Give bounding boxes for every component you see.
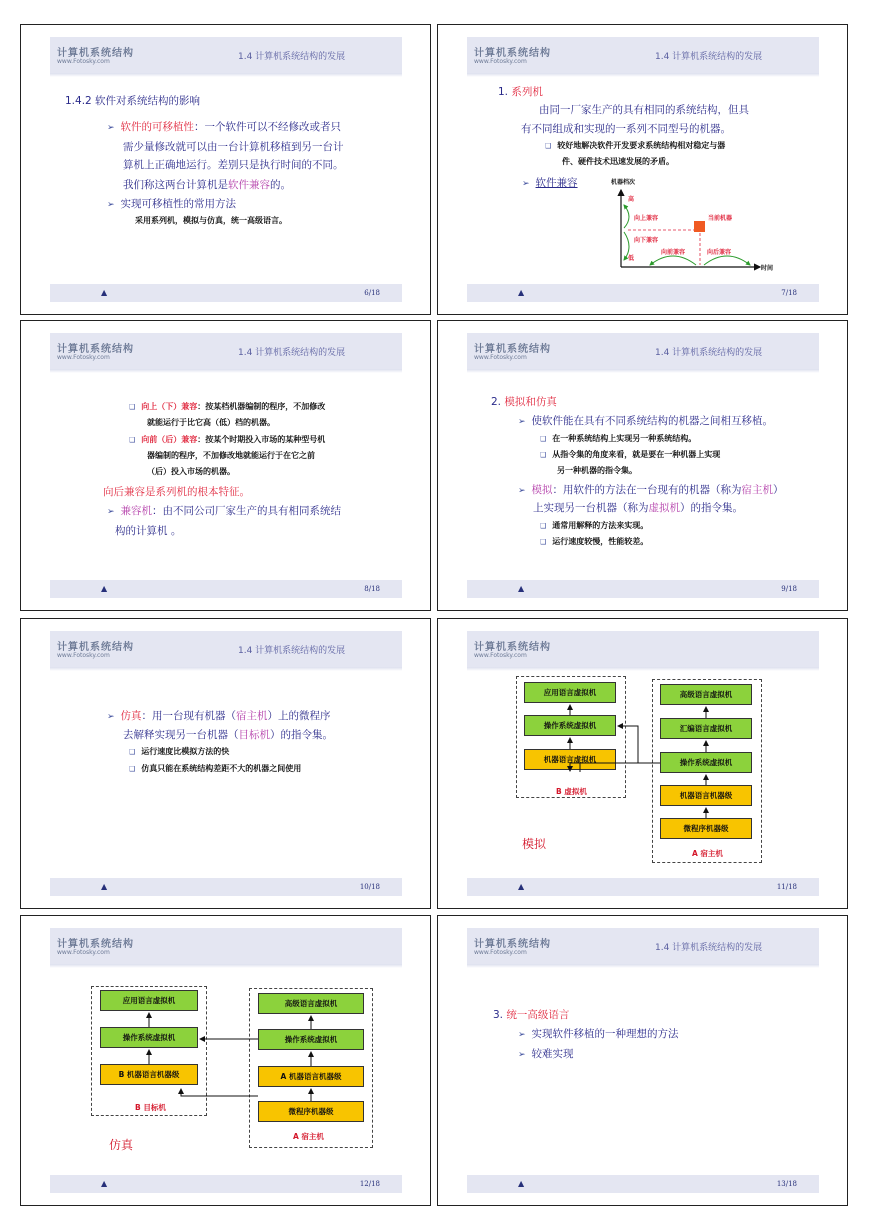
layer-box: 操作系统虚拟机 (524, 715, 616, 736)
layer-box: B 机器语言机器级 (100, 1064, 198, 1085)
item-title: 2. 模拟和仿真 (491, 396, 557, 408)
logo: 计算机系统结构 (474, 939, 551, 950)
chart-up-label: 向上兼容 (634, 215, 659, 222)
logo-url: www.Fotosky.com (57, 949, 110, 956)
square-bullet-icon: ❑ (540, 522, 547, 530)
text-line: 上实现另一台机器（称为虚拟机）的指令集。 (533, 502, 743, 514)
text-line: 由同一厂家生产的具有相同的系统结构，但具 (539, 104, 749, 116)
layer-box: 应用语言虚拟机 (524, 682, 616, 703)
square-bullet-icon: ❑ (545, 142, 552, 150)
group-caption: B 虚拟机 (556, 787, 587, 796)
layer-box: 高级语言虚拟机 (258, 993, 364, 1014)
layer-box: 机器语言机器级 (660, 785, 752, 806)
section-title: 1.4 计算机系统结构的发展 (655, 348, 763, 358)
arrow-bullet-icon: ➢ (518, 417, 526, 427)
section-title: 1.4 计算机系统结构的发展 (655, 943, 763, 953)
sub-bullet: ❑ 从指令集的角度来看，就是要在一种机器上实现 (540, 450, 721, 459)
bullet-portability: ➢ 软件的可移植性：一个软件可以不经修改或者只 (107, 121, 342, 133)
bullet-ideal-method: ➢ 实现软件移植的一种理想的方法 (518, 1028, 679, 1040)
text-line: 需少量修改就可以由一台计算机移植到另一台计 (123, 141, 344, 153)
layer-connectors (21, 916, 431, 1206)
layer-connectors (438, 619, 848, 909)
slide-7 (437, 24, 848, 315)
sub-bullet: ❑ 在一种系统结构上实现另一种系统结构。 (540, 434, 697, 443)
logo-url: www.Fotosky.com (474, 58, 527, 65)
nav-up-icon[interactable]: ▲ (518, 882, 525, 891)
arrow-bullet-icon: ➢ (107, 200, 115, 210)
chart-back-label: 向后兼容 (707, 249, 732, 256)
item-title: 1. 系列机 (498, 86, 543, 98)
sub-bullet: ❑ 通常用解释的方法来实现。 (540, 521, 649, 530)
slide-footer (50, 878, 402, 896)
slide-10 (20, 618, 431, 909)
section-title: 1.4 计算机系统结构的发展 (238, 52, 346, 62)
text-line: 算机上正确地运行。差别只是执行时间的不同。 (123, 159, 344, 171)
logo-url: www.Fotosky.com (57, 354, 110, 361)
logo-url: www.Fotosky.com (57, 58, 110, 65)
slide-footer (467, 878, 819, 896)
layer-box: 高级语言虚拟机 (660, 684, 752, 705)
page-number: 11/18 (776, 883, 797, 891)
slide-footer (467, 284, 819, 302)
sub-bullet: ❑ 较好地解决软件开发要求系统结构相对稳定与器 (545, 141, 726, 150)
logo: 计算机系统结构 (57, 939, 134, 950)
arrow-bullet-icon: ➢ (522, 179, 530, 189)
layer-box: 机器语言虚拟机 (524, 749, 616, 770)
layer-box: 微程序机器级 (258, 1101, 364, 1122)
logo-url: www.Fotosky.com (474, 354, 527, 361)
page-number: 7/18 (781, 289, 797, 297)
group-caption: A 宿主机 (692, 849, 723, 858)
chart-current-label: 当前机器 (708, 215, 733, 222)
slide-11 (437, 618, 848, 909)
nav-up-icon[interactable]: ▲ (518, 1179, 525, 1188)
up-compat-arc (624, 205, 629, 228)
bullet-emulation: ➢ 模拟：用软件的方法在一台现有的机器（称为宿主机） (518, 484, 784, 496)
slide-12 (20, 915, 431, 1206)
slide-13 (437, 915, 848, 1206)
square-bullet-icon: ❑ (540, 538, 547, 546)
sub-text: 采用系列机，模拟与仿真，统一高级语言。 (135, 216, 287, 225)
bullet-compatible-machine: ➢ 兼容机：由不同公司厂家生产的具有相同系统结 (107, 505, 342, 517)
bullet-methods: ➢ 实现可移植性的常用方法 (107, 198, 237, 210)
logo-url: www.Fotosky.com (474, 652, 527, 659)
sub-text: 器编制的程序，不加修改地就能运行于在它之前 (147, 451, 315, 460)
red-statement: 向后兼容是系列机的根本特征。 (103, 486, 250, 498)
forward-compat-arc (650, 256, 696, 265)
slide-header (50, 333, 402, 369)
arrow-bullet-icon: ➢ (107, 507, 115, 517)
nav-up-icon[interactable]: ▲ (101, 1179, 108, 1188)
layer-box: A 机器语言机器级 (258, 1066, 364, 1087)
compat-chart (438, 25, 848, 315)
text-line: 去解释实现另一台机器（目标机）的指令集。 (123, 729, 333, 741)
sub-bullet: ❑ 仿真只能在系统结构差距不大的机器之间使用 (129, 764, 302, 773)
page-number: 8/18 (364, 585, 380, 593)
logo: 计算机系统结构 (57, 48, 134, 59)
sub-bullet: ❑ 向上（下）兼容：按某档机器编制的程序，不加修改 (129, 402, 326, 411)
bullet-simulation: ➢ 仿真：用一台现有机器（宿主机）上的微程序 (107, 710, 331, 722)
nav-up-icon[interactable]: ▲ (518, 288, 525, 297)
chart-ylabel: 机器档次 (611, 179, 636, 186)
logo-url: www.Fotosky.com (474, 949, 527, 956)
section-title: 1.4 计算机系统结构的发展 (238, 646, 346, 656)
slide-header (50, 631, 402, 667)
arrow-bullet-icon: ➢ (518, 486, 526, 496)
logo: 计算机系统结构 (57, 344, 134, 355)
connector (570, 763, 660, 771)
square-bullet-icon: ❑ (540, 435, 547, 443)
current-machine-marker (694, 221, 705, 232)
nav-up-icon[interactable]: ▲ (518, 584, 525, 593)
slide-footer (50, 580, 402, 598)
nav-up-icon[interactable]: ▲ (101, 288, 108, 297)
nav-up-icon[interactable]: ▲ (101, 882, 108, 891)
slide-6 (20, 24, 431, 315)
slide-footer (467, 1175, 819, 1193)
slide-8 (20, 320, 431, 611)
bullet-compat: ➢ 软件兼容 (522, 177, 578, 189)
square-bullet-icon: ❑ (129, 403, 136, 411)
page-number: 6/18 (364, 289, 380, 297)
diagram-label: 模拟 (522, 837, 547, 851)
slide-header (50, 37, 402, 73)
connector (618, 726, 660, 763)
nav-up-icon[interactable]: ▲ (101, 584, 108, 593)
arrow-bullet-icon: ➢ (107, 712, 115, 722)
section-title: 1.4 计算机系统结构的发展 (655, 52, 763, 62)
group-caption: A 宿主机 (293, 1132, 324, 1141)
slide-header (467, 333, 819, 369)
layer-box: 汇编语言虚拟机 (660, 718, 752, 739)
logo-url: www.Fotosky.com (57, 652, 110, 659)
arrow-bullet-icon: ➢ (518, 1050, 526, 1060)
text-line: 有不同组成和实现的一系列不同型号的机器。 (521, 123, 731, 135)
arrow-bullet-icon: ➢ (107, 123, 115, 133)
square-bullet-icon: ❑ (129, 748, 136, 756)
page-number: 9/18 (781, 585, 797, 593)
sub-bullet: ❑ 运行速度比模拟方法的快 (129, 747, 230, 756)
chart-fwd-label: 向前兼容 (661, 249, 686, 256)
sub-text: 另一种机器的指令集。 (557, 466, 637, 475)
sub-bullet: ❑ 运行速度较慢，性能较差。 (540, 537, 649, 546)
layer-box: 操作系统虚拟机 (660, 752, 752, 773)
chart-high: 高 (628, 196, 635, 203)
square-bullet-icon: ❑ (129, 436, 136, 444)
diagram-label: 仿真 (109, 1138, 134, 1152)
slide-footer (467, 580, 819, 598)
slide-footer (50, 284, 402, 302)
page-number: 10/18 (359, 883, 380, 891)
slide-footer (50, 1175, 402, 1193)
logo: 计算机系统结构 (57, 642, 134, 653)
arrow-bullet-icon: ➢ (518, 1030, 526, 1040)
layer-box: 操作系统虚拟机 (258, 1029, 364, 1050)
sub-text: （后）投入市场的机器。 (147, 467, 235, 476)
logo: 计算机系统结构 (474, 344, 551, 355)
chart-low: 低 (628, 255, 635, 262)
bullet-portability-goal: ➢ 使软件能在具有不同系统结构的机器之间相互移植。 (518, 415, 774, 427)
section-title: 1.4 计算机系统结构的发展 (238, 348, 346, 358)
backward-compat-arc (704, 256, 750, 265)
layer-box: 应用语言虚拟机 (100, 990, 198, 1011)
page-number: 12/18 (359, 1180, 380, 1188)
page-number: 13/18 (776, 1180, 797, 1188)
logo: 计算机系统结构 (474, 642, 551, 653)
layer-box: 微程序机器级 (660, 818, 752, 839)
connector (181, 1089, 258, 1096)
chart-down-label: 向下兼容 (634, 237, 659, 244)
text-line: 我们称这两台计算机是软件兼容的。 (123, 179, 291, 191)
slide-header (467, 928, 819, 964)
item-title: 3. 统一高级语言 (493, 1009, 570, 1021)
chart-xlabel: 时间 (761, 265, 774, 272)
layer-box: 操作系统虚拟机 (100, 1027, 198, 1048)
square-bullet-icon: ❑ (129, 765, 136, 773)
sub-text: 件、硬件技术迅速发展的矛盾。 (562, 157, 674, 166)
bullet-hard: ➢ 较难实现 (518, 1048, 574, 1060)
sub-text: 就能运行于比它高（低）档的机器。 (147, 418, 275, 427)
connector (580, 763, 660, 772)
group-caption: B 目标机 (135, 1103, 166, 1112)
slide-heading: 1.4.2 软件对系统结构的影响 (65, 95, 201, 107)
slide-9 (437, 320, 848, 611)
text-line: 构的计算机 。 (115, 525, 182, 537)
sub-bullet: ❑ 向前（后）兼容：按某个时期投入市场的某种型号机 (129, 435, 326, 444)
square-bullet-icon: ❑ (540, 451, 547, 459)
logo: 计算机系统结构 (474, 48, 551, 59)
